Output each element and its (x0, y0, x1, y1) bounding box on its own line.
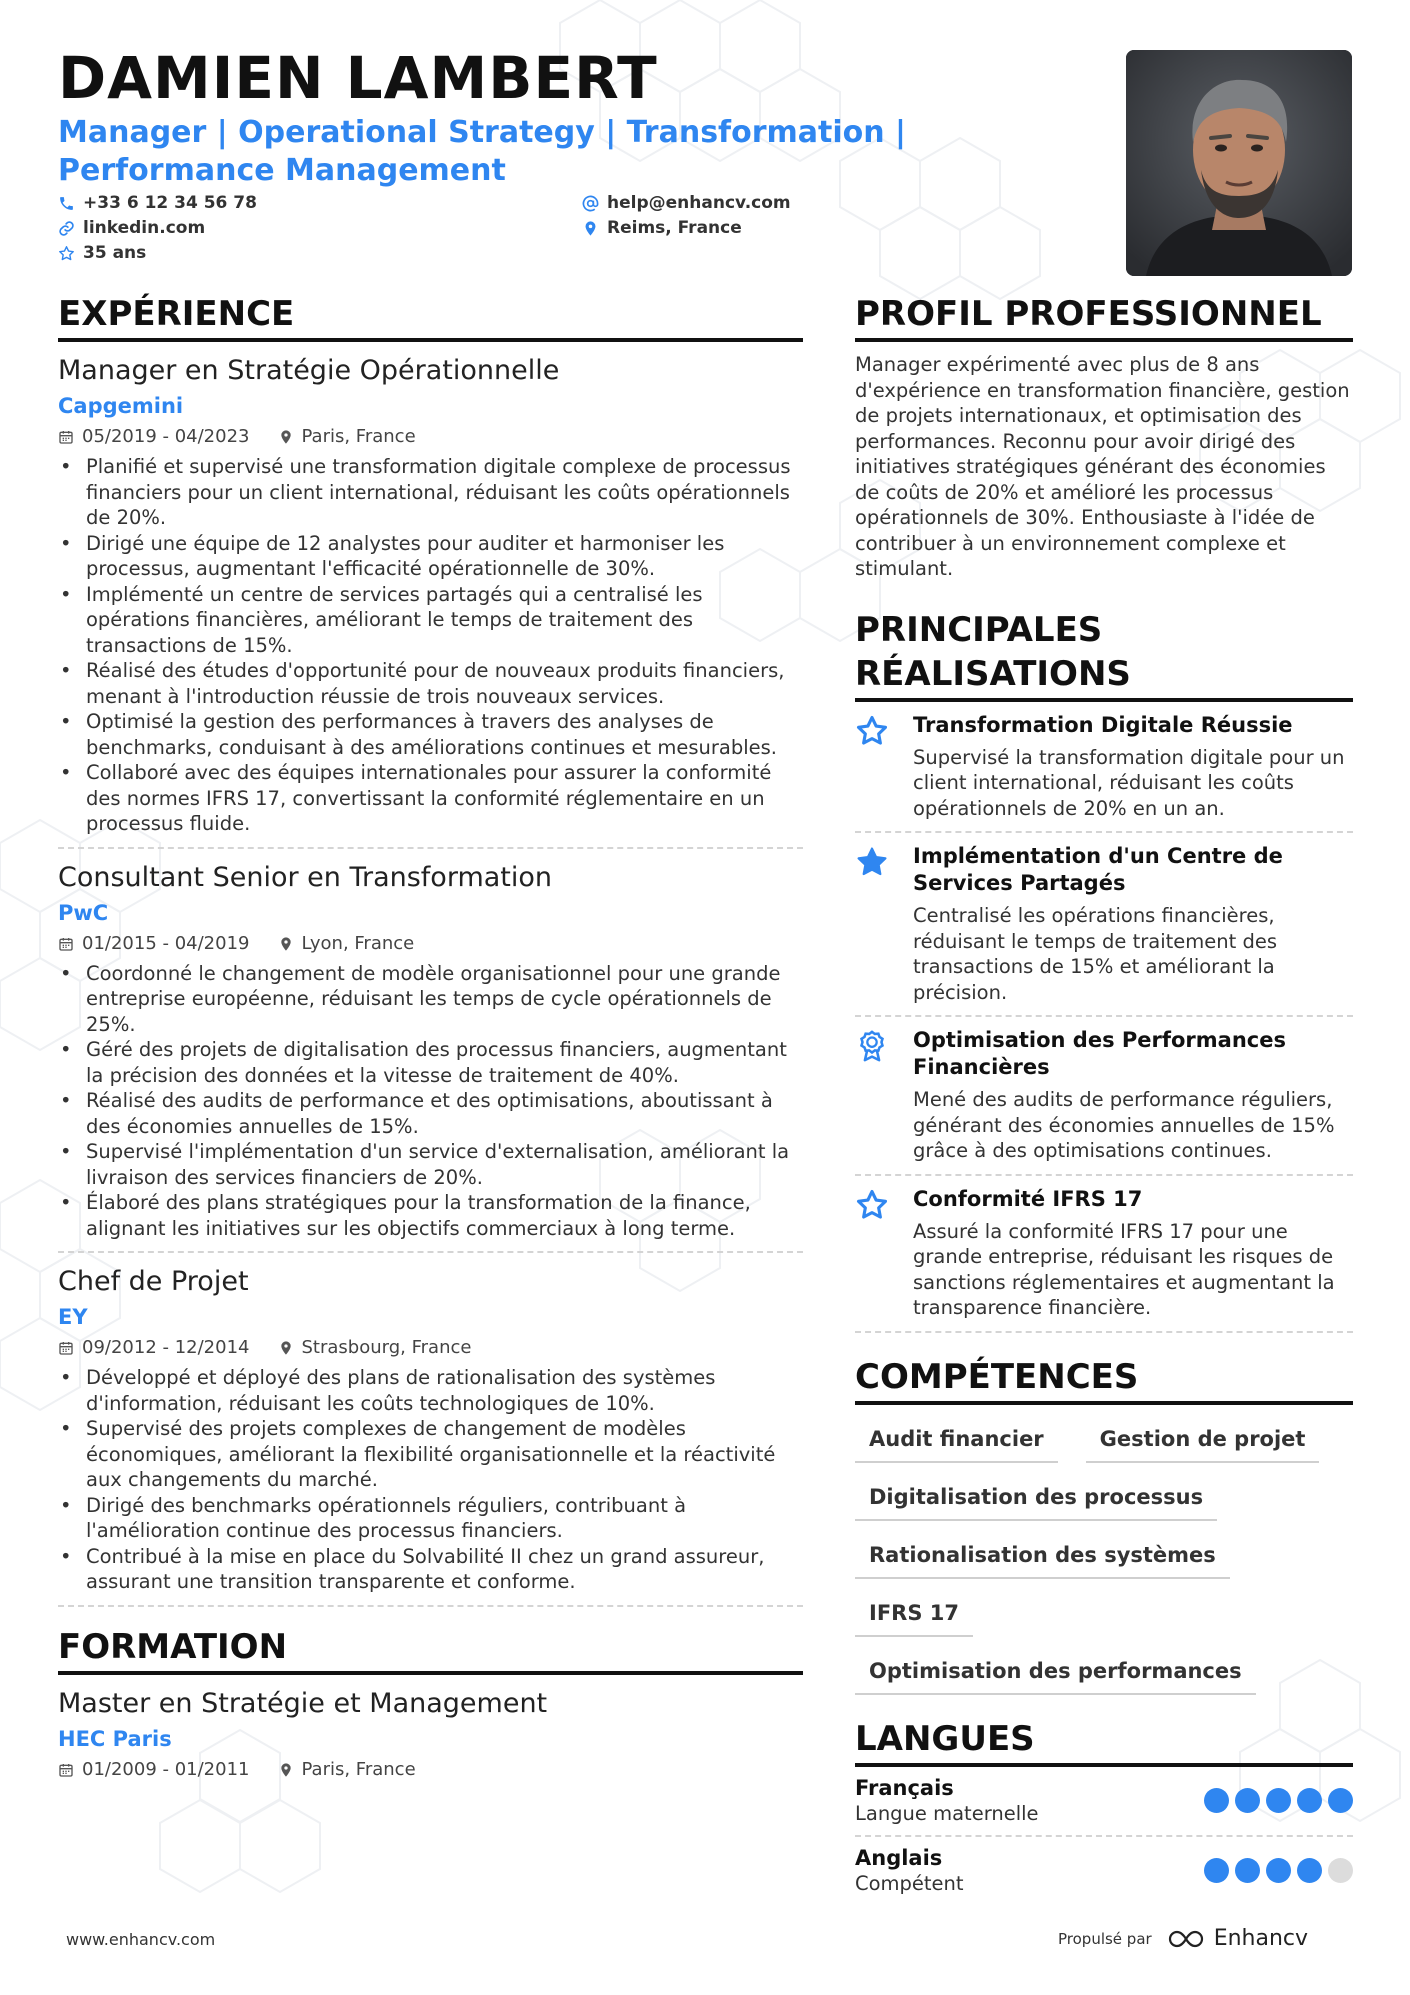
bullet-item: • Planifié et supervisé une transformation digitale complexe de processus financiers pour un client international, réduisant les coûts opérationnels de 20%. (58, 454, 803, 531)
portrait-image (1126, 50, 1352, 276)
language-item (855, 1767, 1353, 1837)
calendar-icon (58, 1340, 74, 1356)
skill-tag: Digitalisation des processus (855, 1477, 1217, 1521)
phone-icon (58, 195, 75, 212)
company-name: Capgemini (58, 394, 184, 418)
company-name: PwC (58, 900, 109, 925)
achievement-title: Transformation Digitale Réussie (913, 712, 1293, 737)
star-filled-icon (855, 845, 889, 879)
rating-dot-filled (1235, 1858, 1260, 1883)
location-text: Reims, France (607, 218, 742, 238)
candidate-name: DAMIEN LAMBERT (58, 44, 658, 112)
achievement-icon-wrap (855, 1186, 895, 1321)
bullet-item: • Implémenté un centre de services partagés qui a centralisé les opérations financières, améliorant le temps de traitement des transactions de 15%. (58, 582, 803, 659)
achievement-title: Implémentation d'un Centre de Services Partagés (913, 844, 1283, 895)
job-location (278, 931, 415, 957)
location-pin-icon (278, 1762, 294, 1778)
footer-branding (1058, 1926, 1308, 1951)
language-level: Langue maternelle (855, 1801, 1039, 1825)
job-location-text: Strasbourg, France (301, 1337, 472, 1358)
rating-dot-filled (1266, 1788, 1291, 1813)
location-pin-icon (582, 220, 599, 237)
languages-section-title: LANGUES (855, 1717, 1353, 1767)
achievement-icon-wrap (855, 843, 895, 1005)
location-pin-icon (278, 936, 294, 952)
rating-dot-empty (1328, 1858, 1353, 1883)
skill-tag: IFRS 17 (855, 1593, 973, 1637)
achievement-title: Optimisation des Performances Financières (913, 1028, 1286, 1079)
age-text: 35 ans (83, 243, 147, 263)
achievement-description: Assuré la conformité IFRS 17 pour une grande entreprise, réduisant les risques de sanctions réglementaires et augmentant la transparence financière. (913, 1219, 1335, 1319)
bullet-item: • Élaboré des plans stratégiques pour la transformation de la finance, alignant les initiatives sur les objectifs commerciaux à long terme. (58, 1190, 803, 1241)
achievement-icon-wrap (855, 1027, 895, 1164)
contact-location (582, 218, 742, 238)
right-column (855, 292, 1353, 1905)
school-name: HEC Paris (58, 1726, 172, 1751)
job-meta (58, 1335, 803, 1361)
experience-section-title: EXPÉRIENCE (58, 292, 803, 342)
candidate-headline: Manager | Operational Strategy | Transformation | Performance Management (58, 115, 907, 188)
achievement-item (855, 702, 1353, 834)
language-name: Anglais (855, 1845, 943, 1870)
achievement-description: Mené des audits de performance réguliers, générant des économies annuelles de 15% grâce à des optimisations continues. (913, 1088, 1335, 1162)
bullet-item: • Développé et déployé des plans de rationalisation des systèmes d'information, réduisant les coûts technologiques de 10%. (58, 1365, 803, 1416)
job-dates-text: 09/2012 - 12/2014 (82, 1337, 250, 1358)
calendar-icon (58, 429, 74, 445)
education-dates (58, 1757, 250, 1783)
linkedin-text: linkedin.com (83, 218, 206, 238)
contact-age (58, 243, 146, 263)
rating-dot-filled (1204, 1858, 1229, 1883)
skill-tag: Gestion de projet (1086, 1419, 1320, 1463)
skills-list (855, 1419, 1353, 1709)
brand-name: Enhancv (1213, 1926, 1309, 1951)
bullet-item: • Dirigé des benchmarks opérationnels réguliers, contribuant à l'amélioration continue des processus financiers. (58, 1493, 803, 1544)
bullet-item: • Géré des projets de digitalisation des processus financiers, augmentant la précision des données et la vitesse de traitement de 40%. (58, 1037, 803, 1088)
achievement-item (855, 1017, 1353, 1176)
job-bullets (58, 1365, 803, 1595)
education-meta (58, 1757, 803, 1783)
skill-tag: Rationalisation des systèmes (855, 1535, 1230, 1579)
bullet-item: • Supervisé l'implémentation d'un service d'externalisation, améliorant la livraison des services financiers de 20%. (58, 1139, 803, 1190)
education-item (58, 1675, 803, 1793)
calendar-icon (58, 936, 74, 952)
language-name: Français (855, 1775, 954, 1800)
bullet-item: • Réalisé des audits de performance et des optimisations, aboutissant à des économies annuelles de 15%. (58, 1088, 803, 1139)
job-dates (58, 424, 250, 450)
rating-dot-filled (1297, 1788, 1322, 1813)
job-title: Manager en Stratégie Opérationnelle (58, 355, 560, 386)
job-dates (58, 1335, 250, 1361)
language-rating (1204, 1788, 1353, 1813)
language-item (855, 1837, 1353, 1905)
skill-tag: Audit financier (855, 1419, 1058, 1463)
achievement-title: Conformité IFRS 17 (913, 1186, 1143, 1211)
contact-linkedin[interactable] (58, 218, 205, 238)
award-ribbon-icon (855, 1029, 889, 1063)
bullet-item: • Coordonné le changement de modèle organisationnel pour une grande entreprise européenne, réduisant les temps de cycle opérationnels de 25%. (58, 961, 803, 1038)
email-text: help@enhancv.com (607, 193, 791, 213)
location-pin-icon (278, 1340, 294, 1356)
achievements-section-title: PRINCIPALES RÉALISATIONS (855, 608, 1353, 702)
experience-item (58, 849, 803, 1254)
profile-summary: Manager expérimenté avec plus de 8 ans d'expérience en transformation financière, gestion de projets internationaux, et optimisation des performances. Reconnu pour avoir dirigé des initiatives stratégiques générant des économies de coûts de 20% et amélioré les processus opérationnels de 30%. Enthousiaste à l'idée de contribuer à un environnement complexe et stimulant. (855, 353, 1350, 580)
job-bullets (58, 454, 803, 837)
bullet-item: • Optimisé la gestion des performances à travers des analyses de benchmarks, conduisant à des améliorations continues et mesurables. (58, 709, 803, 760)
job-dates (58, 931, 250, 957)
job-title: Consultant Senior en Transformation (58, 861, 553, 893)
achievement-icon-wrap (855, 712, 895, 822)
rating-dot-filled (1204, 1788, 1229, 1813)
rating-dot-filled (1266, 1858, 1291, 1883)
job-location-text: Paris, France (301, 426, 416, 447)
location-pin-icon (278, 429, 294, 445)
rating-dot-filled (1235, 1788, 1260, 1813)
bullet-item: • Dirigé une équipe de 12 analystes pour auditer et harmoniser les processus, augmentant l'efficacité opérationnelle de 30%. (58, 531, 803, 582)
job-meta (58, 931, 803, 957)
education-section-title: FORMATION (58, 1625, 803, 1675)
left-column (58, 292, 803, 1793)
job-meta (58, 424, 803, 450)
contact-phone[interactable] (58, 193, 257, 213)
experience-item (58, 342, 803, 849)
bullet-item: • Réalisé des études d'opportunité pour de nouveaux produits financiers, menant à l'introduction réussie de trois nouveaux services. (58, 658, 803, 709)
achievement-description: Centralisé les opérations financières, réduisant le temps de traitement des transactions de 15% et améliorant la précision. (913, 904, 1278, 1004)
skills-section-title: COMPÉTENCES (855, 1355, 1353, 1405)
education-location-text: Paris, France (301, 1758, 416, 1780)
job-dates-text: 01/2015 - 04/2019 (82, 932, 250, 954)
link-icon (58, 220, 75, 237)
skill-tag: Optimisation des performances (855, 1651, 1256, 1695)
bullet-item: • Contribué à la mise en place du Solvabilité II chez un grand assureur, assurant une transition transparente et conforme. (58, 1544, 803, 1595)
powered-by-label: Propulsé par (1058, 1929, 1152, 1948)
job-location (278, 424, 416, 450)
job-dates-text: 05/2019 - 04/2023 (82, 426, 250, 447)
phone-text: +33 6 12 34 56 78 (83, 193, 257, 213)
at-sign-icon (582, 195, 599, 212)
education-location (278, 1757, 416, 1783)
profile-photo (1126, 50, 1352, 276)
language-rating (1204, 1858, 1353, 1883)
rating-dot-filled (1328, 1788, 1353, 1813)
star-outline-icon (855, 1188, 889, 1222)
degree-title: Master en Stratégie et Management (58, 1687, 548, 1719)
profile-section-title: PROFIL PROFESSIONNEL (855, 292, 1353, 342)
company-name: EY (58, 1305, 88, 1329)
achievement-description: Supervisé la transformation digitale pour un client international, réduisant les coûts opérationnels de 20% en un an. (913, 745, 1345, 820)
experience-item (58, 1253, 803, 1607)
job-location (278, 1335, 472, 1361)
infinity-logo-icon (1166, 1928, 1206, 1950)
brand-logo[interactable] (1166, 1926, 1308, 1951)
calendar-icon (58, 1762, 74, 1778)
rating-dot-filled (1297, 1858, 1322, 1883)
education-dates-text: 01/2009 - 01/2011 (82, 1758, 250, 1780)
achievement-item (855, 833, 1353, 1017)
achievement-item (855, 1176, 1353, 1333)
contact-email[interactable] (582, 193, 791, 213)
job-title: Chef de Projet (58, 1266, 249, 1297)
language-level: Compétent (855, 1871, 964, 1895)
bullet-item: • Supervisé des projets complexes de changement de modèles économiques, améliorant la flexibilité organisationnelle et la réactivité aux changements du marché. (58, 1416, 803, 1493)
job-location-text: Lyon, France (301, 932, 415, 954)
star-outline-icon (58, 245, 75, 262)
star-outline-icon (855, 714, 889, 748)
job-bullets (58, 961, 803, 1242)
footer-website[interactable]: www.enhancv.com (66, 1930, 216, 1949)
bullet-item: • Collaboré avec des équipes internationales pour assurer la conformité des normes IFRS 17, convertissant la conformité réglementaire en un processus fluide. (58, 760, 803, 837)
